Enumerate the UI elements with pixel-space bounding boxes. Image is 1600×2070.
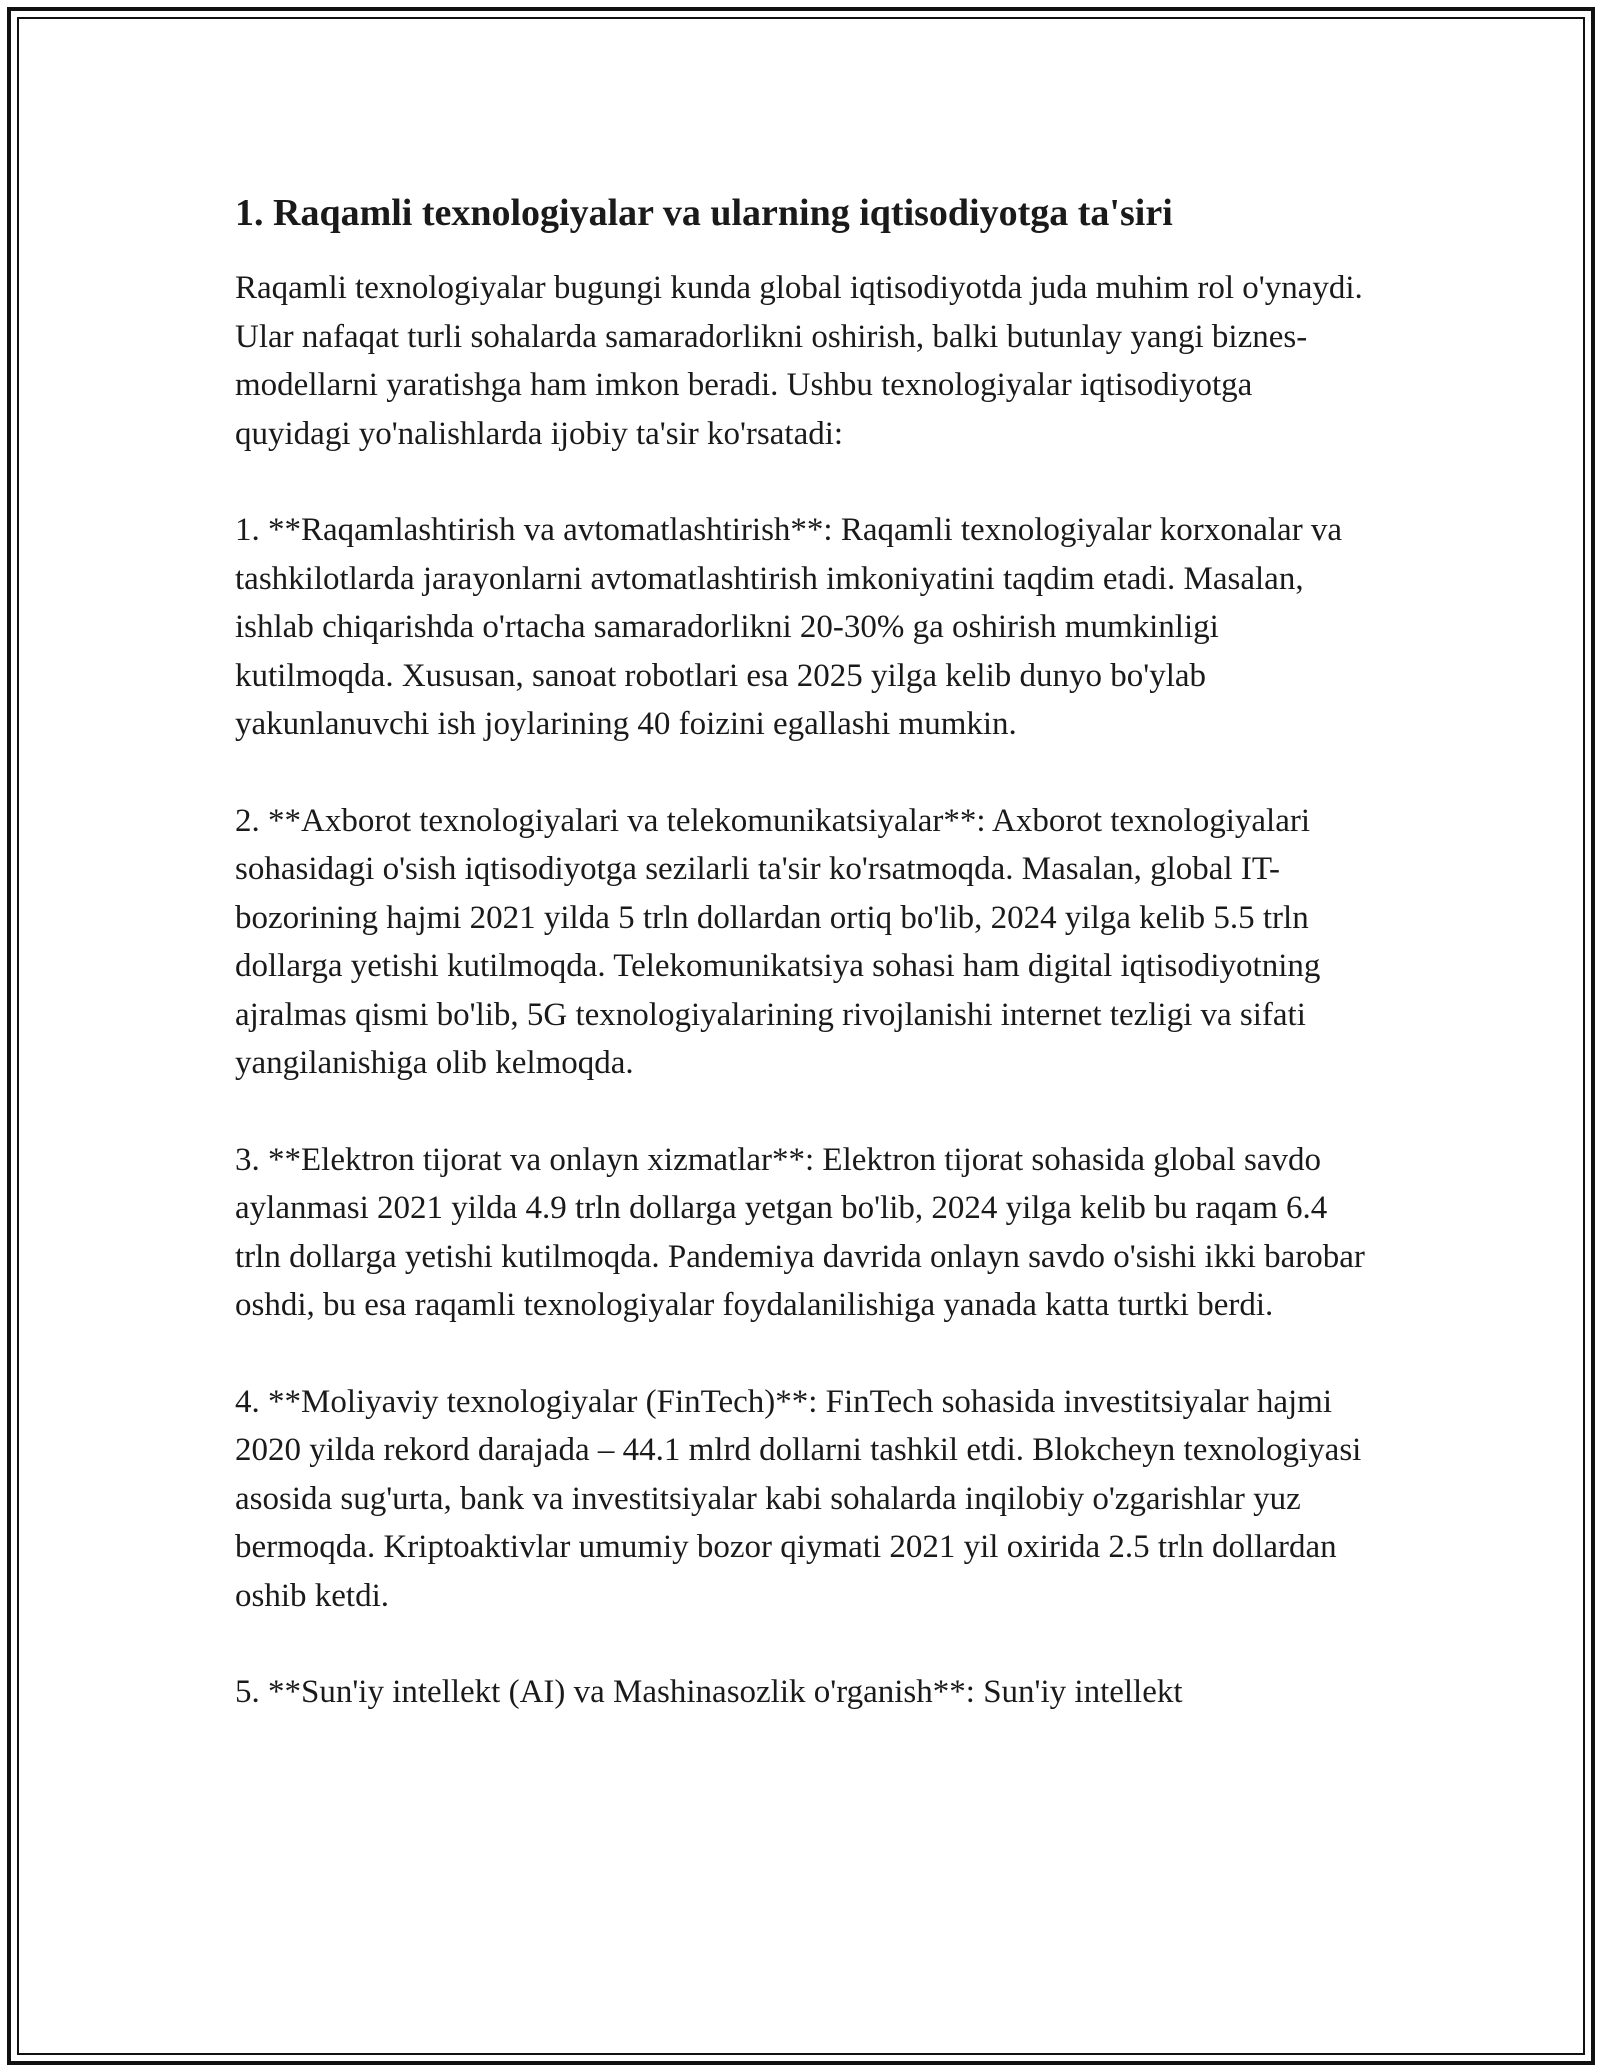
document-body [235,188,1375,1765]
paragraph-fintech: 4. **Moliyaviy texnologiyalar (FinTech)**: FinTech sohasida investitsiyalar hajmi 2020 yilda rekord darajada – 44.1 mlrd dollarni tashkil etdi. Blokcheyn texnologiyasi asosida sug'urta, bank va investitsiyalar kabi sohalarda inqilobiy o'zgarishlar yuz bermoqda. Kriptoaktivlar umumiy bozor qiymati 2021 yil oxirida 2.5 trln dollardan oshib ketdi. [235,1383,1362,1614]
paragraph-ai: 5. **Sun'iy intellekt (AI) va Mashinasozlik o'rganish**: Sun'iy intellekt [235,1674,1183,1710]
paragraph-ecommerce: 3. **Elektron tijorat va onlayn xizmatlar**: Elektron tijorat sohasida global savdo aylanmasi 2021 yilda 4.9 trln dollarga yetgan bo'lib, 2024 yilga kelib bu raqam 6.4 trln dollarga yetishi kutilmoqda. Pandemiya davrida onlayn savdo o'sishi ikki barobar oshdi, bu esa raqamli texnologiyalar foydalanilishiga yanada katta turtki berdi. [235,1141,1365,1323]
paragraph-digitalization: 1. **Raqamlashtirish va avtomatlashtirish**: Raqamli texnologiyalar korxonalar va tashkilotlarda jarayonlarni avtomatlashtirish imkoniyatini taqdim etadi. Masalan, ishlab chiqarishda o'rtacha samaradorlikni 20-30% ga oshirish mumkinligi kutilmoqda. Xususan, sanoat robotlari esa 2025 yilga kelib dunyo bo'ylab yakunlanuvchi ish joylarining 40 foizini egallashi mumkin. [235,512,1343,742]
paragraph-it-telecom: 2. **Axborot texnologiyalari va telekomunikatsiyalar**: Axborot texnologiyalari sohasidagi o'sish iqtisodiyotga sezilarli ta'sir ko'rsatmoqda. Masalan, global IT-bozorining hajmi 2021 yilda 5 trln dollardan ortiq bo'lib, 2024 yilga kelib 5.5 trln dollarga yetishi kutilmoqda. Telekomunikatsiya sohasi ham digital iqtisodiyotning ajralmas qismi bo'lib, 5G texnologiyalarining rivojlanishi internet tezligi va sifati yangilanishiga olib kelmoqda. [235,802,1321,1081]
intro-paragraph: Raqamli texnologiyalar bugungi kunda global iqtisodiyotda juda muhim rol o'ynaydi. Ular nafaqat turli sohalarda samaradorlikni oshirish, balki butunlay yangi biznes-modellarni yaratishga ham imkon beradi. Ushbu texnologiyalar iqtisodiyotga quyidagi yo'nalishlarda ijobiy ta'sir ko'rsatadi: [235,270,1363,452]
section-heading: 1. Raqamli texnologiyalar va ularning iqtisodiyotga ta'siri [235,192,1173,234]
